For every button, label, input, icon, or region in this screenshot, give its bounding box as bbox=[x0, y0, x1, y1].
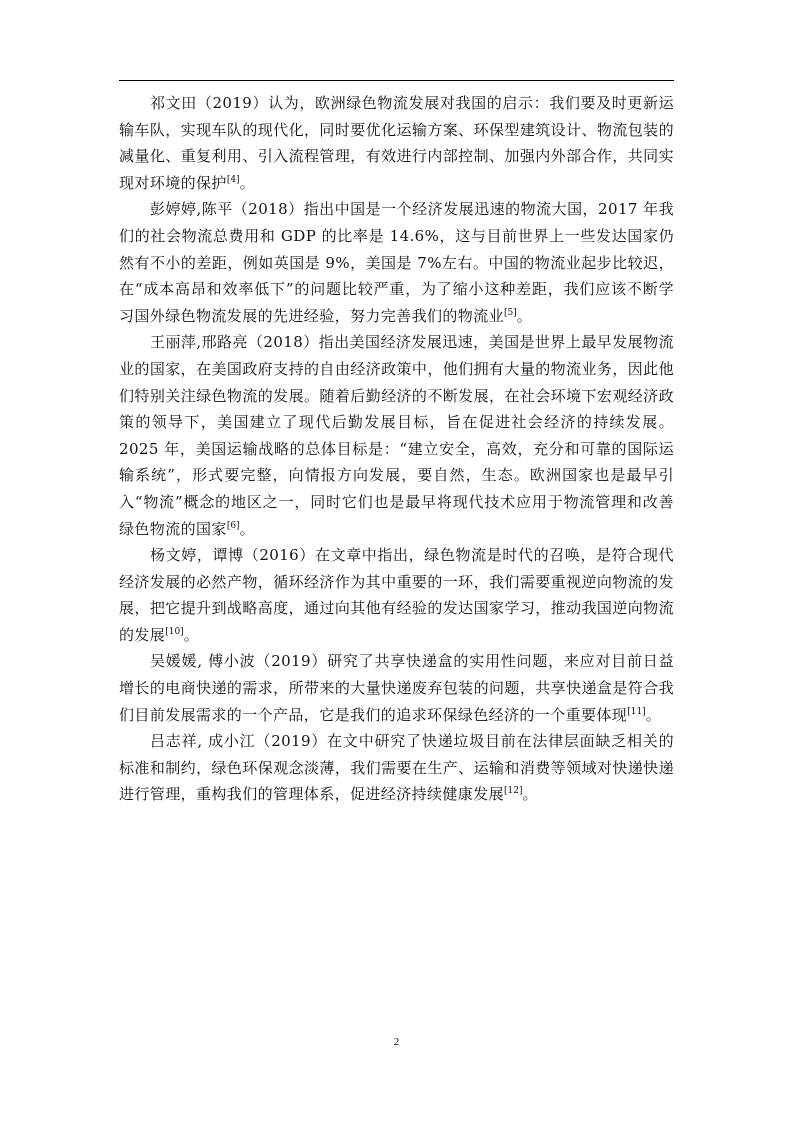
citation-marker: [4] bbox=[226, 174, 240, 185]
paragraph-text: 王丽萍,邢路亮（2018）指出美国经济发展迅速，美国是世界上最早发展物流业的国家，在美国政府支持的自由经济政策中，他们拥有大量的物流业务，因此他们特别关注绿色物流的发展。随着后勤经济的不断发展，在社会环境下宏观经济政策的领导下，美国建立了现代后勤发展目标，旨在促进社会经济的持续发展。2025 年，美国运输战略的总体目标是：“建立安全，高效，充分和可靠的国际运输系统”，形式要完整，向情报方向发展，要自然，生态。欧洲国家也是最早引入“物流”概念的地区之一，同时它们也是最早将现代技术应用于物流管理和改善绿色物流的国家 bbox=[119, 333, 674, 538]
paragraph-end: 。 bbox=[516, 306, 533, 325]
paragraph-text: 祁文田（2019）认为，欧洲绿色物流发展对我国的启示：我们要及时更新运输车队，实现车队的现代化，同时要优化运输方案、环保型建筑设计、物流包装的减量化、重复利用、引入流程管理，有效进行内部控制、加强内外部合作，共同实现对环境的保护 bbox=[119, 94, 674, 192]
paragraph-end: 。 bbox=[183, 625, 200, 644]
citation-marker: [12] bbox=[504, 786, 523, 797]
paragraph-qi-wentian bbox=[119, 90, 674, 196]
header-rule bbox=[119, 80, 674, 81]
page-number: 2 bbox=[393, 1036, 400, 1048]
paragraph-end: 。 bbox=[239, 519, 255, 538]
paragraph-end: 。 bbox=[239, 173, 255, 192]
body-text bbox=[119, 90, 674, 808]
citation-marker: [5] bbox=[504, 307, 517, 318]
paragraph-text: 吴媛媛, 傅小波（2019）研究了共享快递盒的实用性问题，来应对目前日益增长的电商快递的需求，所带来的大量快递废弃包装的问题，共享快递盒是符合我们目前发展需求的一个产品，它是我们的追求环保绿色经济的一个重要体现 bbox=[119, 652, 674, 724]
citation-marker: [6] bbox=[226, 520, 240, 531]
paragraph-text: 杨文婷，谭博（2016）在文章中指出，绿色物流是时代的召唤，是符合现代经济发展的必然产物，循环经济作为其中重要的一环，我们需要重视逆向物流的发展，把它提升到战略高度，通过向其他有经验的发达国家学习，推动我国逆向物流的发展 bbox=[119, 546, 674, 644]
citation-marker: [11] bbox=[627, 706, 646, 717]
citation-marker: [10] bbox=[165, 626, 184, 637]
paragraph-end: 。 bbox=[645, 705, 662, 724]
paragraph-wu-yuanyuan bbox=[119, 648, 674, 728]
paragraph-peng-tingting bbox=[119, 196, 674, 329]
paragraph-text: 吕志祥, 成小江（2019）在文中研究了快递垃圾目前在法律层面缺乏相关的标准和制约，绿色环保观念淡薄，我们需要在生产、运输和消费等领域对快递快递进行管理，重构我们的管理体系，促进经济持续健康发展 bbox=[119, 732, 674, 804]
paragraph-yang-wenting bbox=[119, 542, 674, 648]
paragraph-text: 彭婷婷,陈平（2018）指出中国是一个经济发展迅速的物流大国，2017 年我们的社会物流总费用和 GDP 的比率是 14.6%，这与目前世界上一些发达国家仍然有不小的差距，例如英国是 9%，美国是 7%左右。中国的物流业起步比较迟，在“成本高昂和效率低下”的问题比较严重，为了缩小这种差距，我们应该不断学习国外绿色物流发展的先进经验，努力完善我们的物流业 bbox=[119, 200, 674, 325]
paragraph-wang-liping bbox=[119, 329, 674, 542]
paragraph-end: 。 bbox=[522, 785, 538, 804]
paragraph-lv-zhixiang bbox=[119, 728, 674, 808]
